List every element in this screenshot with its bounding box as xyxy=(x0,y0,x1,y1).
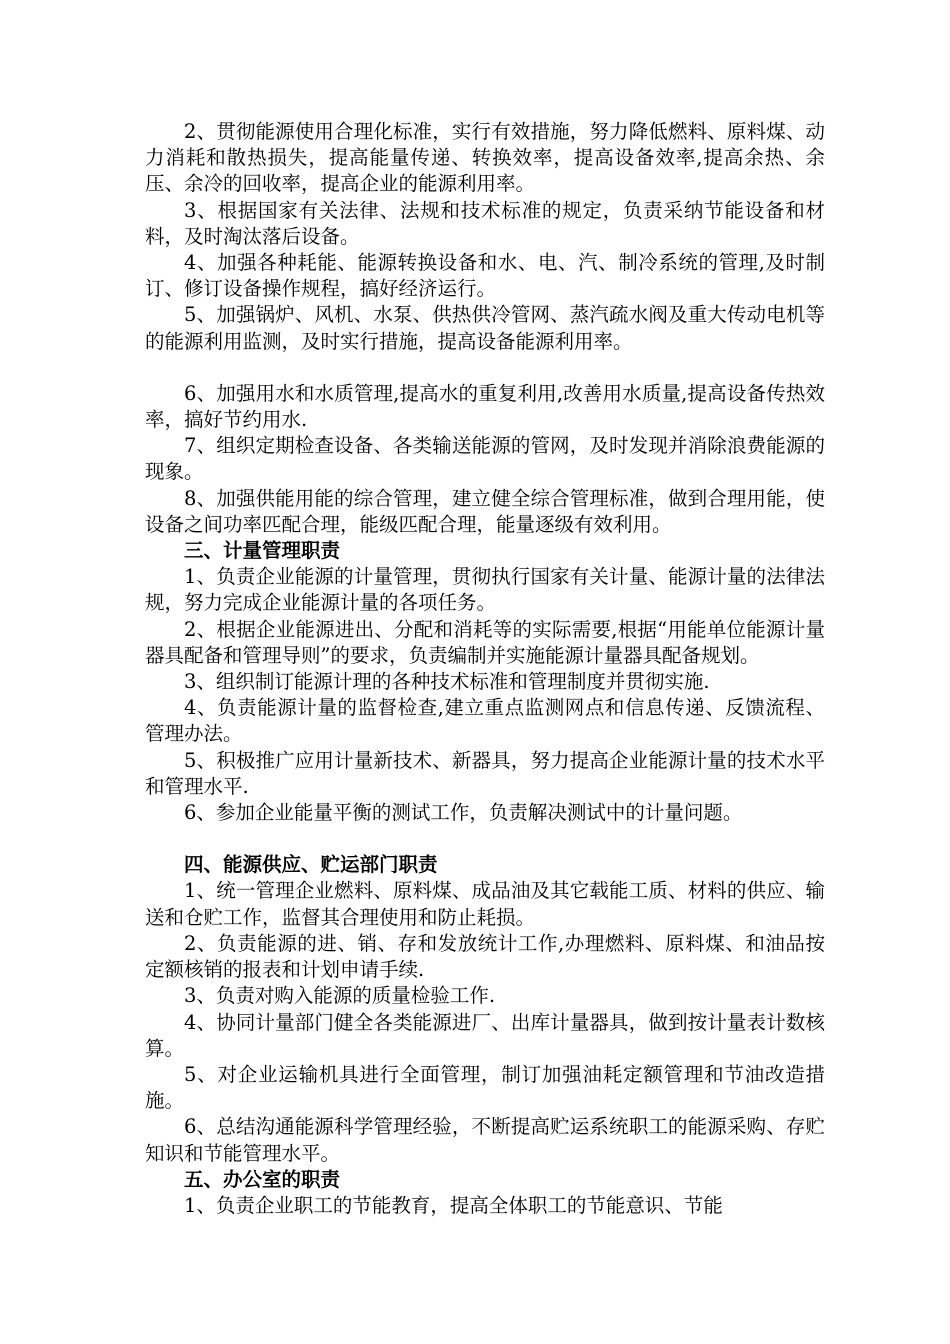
paragraph: 4、加强各种耗能、能源转换设备和水、电、汽、制冷系统的管理,及时制订、修订设备操作规程，搞好经济运行。 xyxy=(145,251,825,301)
list-item: 2、负责能源的进、销、存和发放统计工作,办理燃料、原料煤、和油品按定额核销的报表和计划申请手续. xyxy=(145,931,825,982)
blank-line xyxy=(145,826,825,852)
paragraph: 8、加强供能用能的综合管理，建立健全综合管理标准，做到合理用能，使设备之间功率匹配合理，能级匹配合理，能量逐级有效利用。 xyxy=(145,486,825,536)
list-item: 5、对企业运输机具进行全面管理，制订加强油耗定额管理和节油改造措施。 xyxy=(145,1062,825,1113)
list-item: 4、负责能源计量的监督检查,建立重点监测网点和信息传递、反馈流程、管理办法。 xyxy=(145,696,825,746)
list-item: 6、总结沟通能源科学管理经验，不断提高贮运系统职工的能源采购、存贮知识和节能管理水平。 xyxy=(145,1115,825,1165)
list-item: 3、组织制订能源计理的各种技术标准和管理制度并贯彻实施. xyxy=(184,670,710,694)
list-item: 4、协同计量部门健全各类能源进厂、出库计量器具，做到按计量表计数核算。 xyxy=(145,1010,825,1060)
list-item: 5、积极推广应用计量新技术、新器具，努力提高企业能源计量的技术水平和管理水平. xyxy=(145,748,825,798)
document-body xyxy=(145,119,825,1219)
list-item: 1、负责企业职工的节能教育，提高全体职工的节能意识、节能 xyxy=(184,1193,723,1217)
list-item: 1、统一管理企业燃料、原料煤、成品油及其它载能工质、材料的供应、输送和仓贮工作，监督其合理使用和防止耗损。 xyxy=(145,879,825,929)
paragraph: 3、根据国家有关法律、法规和技术标准的规定，负责采纳节能设备和材料，及时淘汰落后设备。 xyxy=(145,198,825,248)
list-item: 6、参加企业能量平衡的测试工作，负责解决测试中的计量问题。 xyxy=(184,801,743,825)
paragraph: 6、加强用水和水质管理,提高水的重复利用,改善用水质量,提高设备传热效率，搞好节约用水. xyxy=(145,381,825,432)
paragraph: 7、组织定期检查设备、各类输送能源的管网，及时发现并消除浪费能源的现象。 xyxy=(145,434,825,484)
blank-line xyxy=(145,355,825,381)
paragraph: 5、加强锅炉、风机、水泵、供热供冷管网、蒸汽疏水阀及重大传动电机等的能源利用监测，及时实行措施，提高设备能源利用率。 xyxy=(145,303,825,353)
section-heading-supply: 四、能源供应、贮运部门职责 xyxy=(184,853,438,877)
list-item: 2、根据企业能源进出、分配和消耗等的实际需要,根据“用能单位能源计量器具配备和管理导则”的要求，负责编制并实施能源计量器具配备规划。 xyxy=(145,617,825,667)
list-item: 1、负责企业能源的计量管理，贯彻执行国家有关计量、能源计量的法律法规，努力完成企业能源计量的各项任务。 xyxy=(145,565,825,615)
section-heading-office: 五、办公室的职责 xyxy=(184,1167,341,1191)
section-heading-metering: 三、计量管理职责 xyxy=(184,539,341,563)
paragraph: 2、贯彻能源使用合理化标准，实行有效措施，努力降低燃料、原料煤、动力消耗和散热损失，提高能量传递、转换效率，提高设备效率,提高余热、余压、余冷的回收率，提高企业的能源利用率。 xyxy=(145,120,825,196)
list-item: 3、负责对购入能源的质量检验工作. xyxy=(184,984,496,1008)
